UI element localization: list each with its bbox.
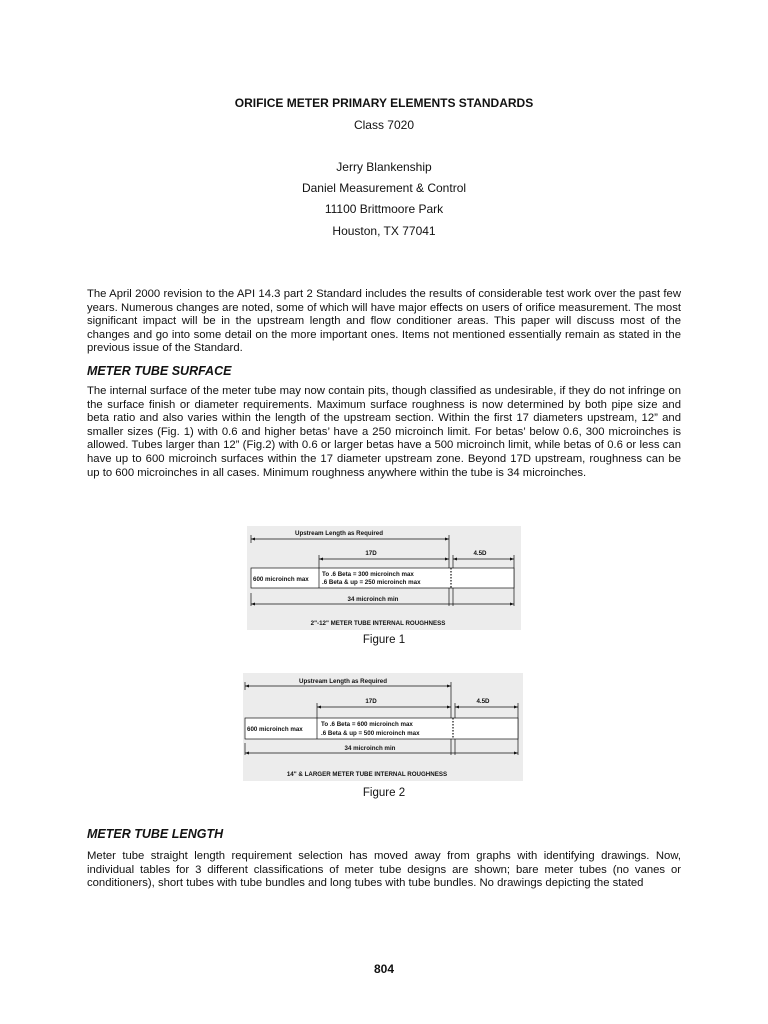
fig1-footer-label: 2"-12" METER TUBE INTERNAL ROUGHNESS	[310, 620, 446, 627]
fig2-left-box-label: 600 microinch max	[247, 726, 303, 733]
fig1-beta-line-2: .6 Beta & up = 250 microinch max	[322, 579, 421, 586]
author-name: Jerry Blankenship	[336, 160, 432, 174]
section-body-surface: The internal surface of the meter tube may now contain pits, though classified as undesirable, if they do not infringe on the surface finish or diameter requirements. Maximum surface roughness is now determined by both pipe size and beta ratio and also varies within the length of the upstream section. Within the first 17 diameters upstream, 12” and smaller sizes (Fig. 1) with 0.6 and higher betas’ have a 250 microinch limit. For betas’ below 0.6, 300 microinches is allowed. Tubes larger than 12” (Fig.2) with 0.6 or larger betas have a 500 microinch limit, while betas of 0.6 or less can have up to 600 microinch surfaces within the 17 diameter upstream zone. Beyond 17D upstream, roughness can be up to 600 microinches in all cases. Minimum roughness anywhere within the tube is 34 microinches.	[87, 385, 681, 479]
fig1-17d-label: 17D	[365, 550, 377, 557]
section-body-length: Meter tube straight length requirement selection has moved away from graphs with identifying drawings. Now, individual tables for 3 different classifications of meter tube designs are shown; bare meter tubes (no vanes or conditioners), short tubes with tube bundles and long tubes with tube bundles. No drawings depicting the stated	[87, 850, 681, 890]
figure-2-caption: Figure 2	[362, 787, 406, 799]
fig2-17d-label: 17D	[365, 698, 377, 705]
section-heading-length: METER TUBE LENGTH	[87, 827, 224, 841]
fig2-upstream-label: Upstream Length as Required	[298, 678, 388, 685]
fig2-min-label: 34 microinch min	[344, 745, 396, 752]
section-heading-surface: METER TUBE SURFACE	[87, 364, 232, 378]
fig2-45d-label: 4.5D	[476, 698, 490, 705]
figure-1-caption: Figure 1	[362, 634, 406, 646]
paper-title: ORIFICE METER PRIMARY ELEMENTS STANDARDS	[234, 96, 534, 110]
fig2-beta-line-2: .6 Beta & up = 500 microinch max	[321, 730, 420, 737]
address-line-1: 11100 Brittmoore Park	[324, 202, 444, 216]
author-company: Daniel Measurement & Control	[301, 181, 467, 195]
fig1-min-label: 34 microinch min	[347, 596, 399, 603]
figure-1-diagram	[247, 526, 521, 630]
address-line-2: Houston, TX 77041	[332, 224, 436, 238]
fig1-45d-label: 4.5D	[473, 550, 487, 557]
class-line: Class 7020	[353, 118, 415, 132]
fig1-beta-line-1: To .6 Beta = 300 microinch max	[322, 571, 414, 578]
page-number: 804	[373, 962, 395, 976]
fig1-upstream-label: Upstream Length as Required	[294, 530, 384, 537]
intro-paragraph: The April 2000 revision to the API 14.3 part 2 Standard includes the results of considerable test work over the past few years. Numerous changes are noted, some of which will have major effects on users of orifice measurement. The most significant impact will be in the upstream length and flow conditioner areas. This paper will discuss most of the changes and go into some detail on the more important ones. Items not mentioned essentially remain as stated in the previous issue of the Standard.	[87, 288, 681, 355]
fig2-footer-label: 14" & LARGER METER TUBE INTERNAL ROUGHNESS	[286, 771, 448, 778]
fig1-left-box-label: 600 microinch max	[253, 576, 309, 583]
figure-2-diagram	[243, 673, 523, 781]
fig2-beta-line-1: To .6 Beta = 600 microinch max	[321, 721, 413, 728]
